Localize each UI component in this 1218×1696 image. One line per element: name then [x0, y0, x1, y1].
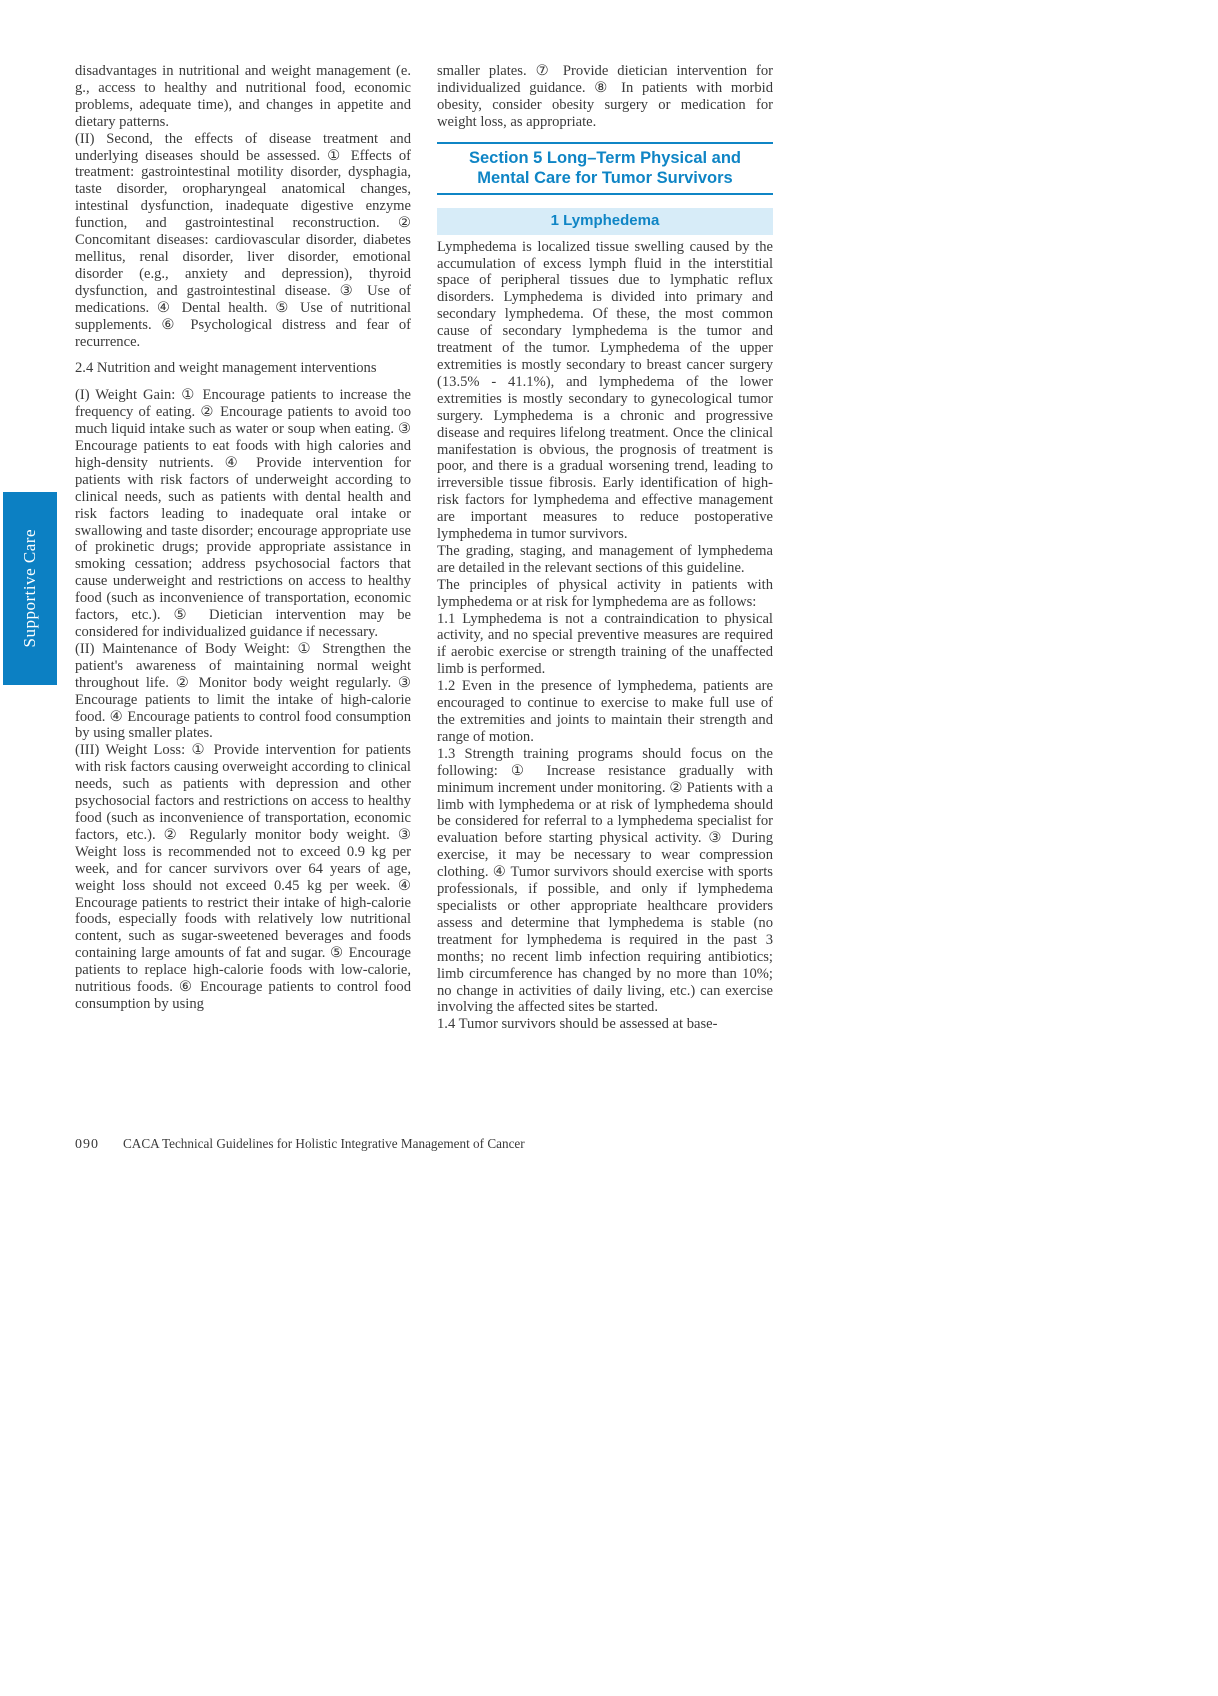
- paragraph-1-1: 1.1 Lymphedema is not a contraindication to physical activity, and no special preventive measures are required if aerobic exercise or strength training of the unaffected limb is performed.: [437, 610, 773, 678]
- right-column: [437, 63, 773, 1033]
- paragraph-weight-gain: (I) Weight Gain: ① Encourage patients to increase the frequency of eating. ② Encourage patients to avoid too much liquid intake such as water or soup when eating. ③ Encourage patients to eat foods with high calories and high-density nutrients. ④ Provide intervention for patients with risk factors of underweight according to clinical needs, such as patients with dental health and risk factors leading to inadequate oral intake or swallowing and taste disorder; encourage appropriate use of prokinetic drugs; provide appropriate assistance in smoking cessation; address psychosocial factors that cause underweight and restrictions on access to healthy food (such as inconvenience of transportation, economic factors, etc.). ⑤ Dietician intervention may be considered for individualized guidance if necessary.: [75, 387, 411, 640]
- paragraph-1-3: 1.3 Strength training programs should focus on the following: ① Increase resistance gradually with minimum increment under monitoring. ② Patients with a limb with lymphedema or at risk of lymphedema should be considered for referral to a lymphedema specialist for evaluation before starting physical activity. ③ During exercise, it may be necessary to wear compression clothing. ④ Tumor survivors should exercise with sports professionals, if possible, and only if lymphedema specialists or other appropriate healthcare providers assess and determine that lymphedema is stable (no treatment for lymphedema is required in the past 3 months; no recent limb infection requiring antibiotics; limb circumference has changed by no more than 10%; no change in activities of daily living, etc.) can exercise involving the affected sites be started.: [437, 745, 773, 1016]
- page-footer: [75, 1136, 835, 1153]
- heading-2-4-nutrition: 2.4 Nutrition and weight management interventions: [75, 360, 377, 377]
- paragraph-intro-continuation: smaller plates. ⑦ Provide dietician intervention for individualized guidance. ⑧ In patients with morbid obesity, consider obesity surgery or medication for weight loss, as appropriate.: [437, 63, 773, 130]
- footer-title: CACA Technical Guidelines for Holistic Integrative Management of Cancer: [123, 1136, 525, 1151]
- paragraph-assessment: (II) Second, the effects of disease treatment and underlying diseases should be assessed. ① Effects of treatment: gastrointestinal motility disorder, dysphagia, taste disorder, oropharyngeal anatomical changes, intestinal dysfunction, inadequate digestive enzyme function, and gastrointestinal reconstruction. ② Concomitant diseases: cardiovascular disorder, diabetes mellitus, renal disorder, liver disorder, emotional disorder (e.g., anxiety and depression), thyroid dysfunction, and gastrointestinal disease. ③ Use of medications. ④ Dental health. ⑤ Use of nutritional supplements. ⑥ Psychological distress and fear of recurrence.: [75, 130, 411, 350]
- left-column: [75, 63, 411, 1013]
- sidebar-tab-label: Supportive Care: [20, 529, 39, 648]
- paragraph-maintenance-body-weight: (II) Maintenance of Body Weight: ① Strengthen the patient's awareness of maintaining normal weight throughout life. ② Monitor body weight regularly. ③ Encourage patients to limit the intake of high-calorie food. ④ Encourage patients to control food consumption by using smaller plates.: [75, 640, 411, 742]
- paragraph-1-2: 1.2 Even in the presence of lymphedema, patients are encouraged to continue to exercise to make full use of the extremities and joints to maintain their strength and range of motion.: [437, 678, 773, 745]
- page-number: 090: [75, 1137, 99, 1152]
- sidebar-tab-supportive-care: [3, 492, 57, 685]
- subsection-1-lymphedema-title: 1 Lymphedema: [550, 211, 660, 229]
- paragraph-lymphedema-overview: Lymphedema is localized tissue swelling caused by the accumulation of excess lymph fluid in the interstitial space of peripheral tissues due to lymphatic reflux disorders. Lymphedema is divided into primary and secondary lymphedema. Of these, the most common cause of secondary lymphedema is the tumor and treatment of the tumor. Lymphedema of the upper extremities is mostly secondary to breast cancer surgery (13.5% - 41.1%), and lymphedema of the lower extremities is mostly secondary to gynecological tumor surgery. Lymphedema is a chronic and progressive disease and requires lifelong treatment. Once the clinical manifestation is obvious, the prognosis of treatment is poor, and there is a gradual worsening trend, leading to irreversible tissue fibrosis. Early identification of high-risk factors for lymphedema and effective management are important measures to reduce postoperative lymphedema in tumor survivors.: [437, 238, 773, 543]
- section-5-header-banner: [437, 142, 773, 195]
- paragraph-principles-intro: The principles of physical activity in patients with lymphedema or at risk for lymphedema are as follows:: [437, 576, 773, 610]
- subsection-1-lymphedema-bar: [437, 208, 773, 235]
- paragraph-grading-staging: The grading, staging, and management of lymphedema are detailed in the relevant sections of this guideline.: [437, 542, 773, 576]
- paragraph-weight-loss: (III) Weight Loss: ① Provide intervention for patients with risk factors causing overweight according to clinical needs, such as patients with depression and other psychosocial factors and restrictions on access to healthy food (such as inconvenience of transportation, economic factors, etc.). ② Regularly monitor body weight. ③ Weight loss is recommended not to exceed 0.9 kg per week, and for cancer survivors over 64 years of age, weight loss should not exceed 0.45 kg per week. ④ Encourage patients to restrict their intake of high-calorie foods, especially foods with relatively low nutritional content, such as sugar-sweetened beverages and foods containing large amounts of fat and sugar. ⑤ Encourage patients to replace high-calorie foods with low-calorie, nutritious foods. ⑥ Encourage patients to control food consumption by using: [75, 742, 411, 1012]
- paragraph-continuation: disadvantages in nutritional and weight management (e. g., access to healthy and nutritional food, economic problems, adequate time), and changes in appetite and dietary patterns.: [75, 63, 411, 130]
- section-5-header-title: Section 5 Long–Term Physical and Mental Care for Tumor Survivors: [468, 148, 742, 187]
- paragraph-1-4: 1.4 Tumor survivors should be assessed at base-: [437, 1016, 718, 1033]
